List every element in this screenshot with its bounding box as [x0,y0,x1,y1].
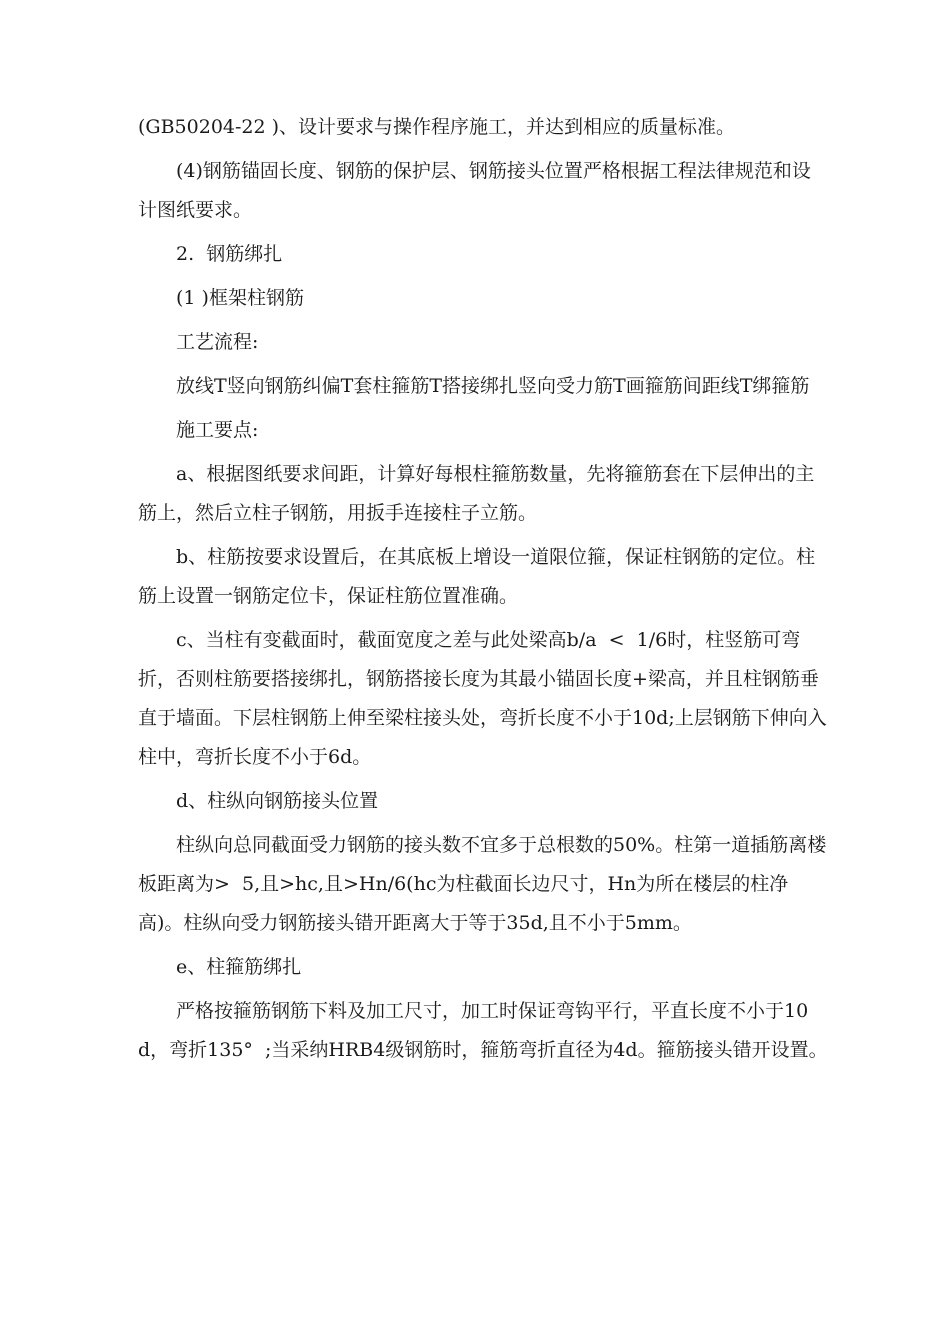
paragraph-standard-reference: (GB50204-22 )、设计要求与操作程序施工，并达到相应的质量标准。 [138,116,736,138]
point-e-text: 严格按箍筋钢筋下料及加工尺寸，加工时保证弯钩平行，平直长度不小于10d，弯折135° ;当采纳HRB4级钢筋时，箍筋弯折直径为4d。箍筋接头错开设置。 [138,1000,828,1061]
document-body [138,108,828,1075]
point-b: b、柱筋按要求设置后，在其底板上增设一道限位箍，保证柱钢筋的定位。柱筋上设置一钢筋定位卡，保证柱筋位置准确。 [138,546,816,607]
process-flow-text: 放线T竖向钢筋纠偏T套柱箍筋T搭接绑扎竖向受力筋T画箍筋间距线T绑箍筋 [176,375,810,397]
point-d-heading: d、柱纵向钢筋接头位置 [176,790,379,812]
point-e-heading: e、柱箍筋绑扎 [176,956,302,978]
process-flow-heading: 工艺流程: [176,331,259,353]
construction-points-heading: 施工要点: [176,419,259,441]
paragraph-item-4: (4)钢筋锚固长度、钢筋的保护层、钢筋接头位置严格根据工程法律规范和设计图纸要求。 [138,160,811,221]
point-c: c、当柱有变截面时，截面宽度之差与此处梁高b/a < 1/6时，柱竖筋可弯折，否则柱筋要搭接绑扎，钢筋搭接长度为其最小锚固长度+梁高，并且柱钢筋垂直于墙面。下层柱钢筋上伸至梁柱接头处，弯折长度不小于10d;上层钢筋下伸向入柱中，弯折长度不小于6d。 [138,629,827,768]
point-d-text: 柱纵向总同截面受力钢筋的接头数不宜多于总根数的50%。柱第一道插筋离楼板距离为> 5,且>hc,且>Hn/6(hc为柱截面长边尺寸，Hn为所在楼层的柱净高)。柱纵向受力钢筋接头错开距离大于等于35d,且不小于5mm。 [138,834,827,934]
section-heading-rebar-binding: 2. 钢筋绑扎 [176,243,283,265]
subsection-heading-frame-column: (1 )框架柱钢筋 [176,287,304,309]
point-a: a、根据图纸要求间距，计算好每根柱箍筋数量，先将箍筋套在下层伸出的主筋上，然后立柱子钢筋，用扳手连接柱子立筋。 [138,463,815,524]
